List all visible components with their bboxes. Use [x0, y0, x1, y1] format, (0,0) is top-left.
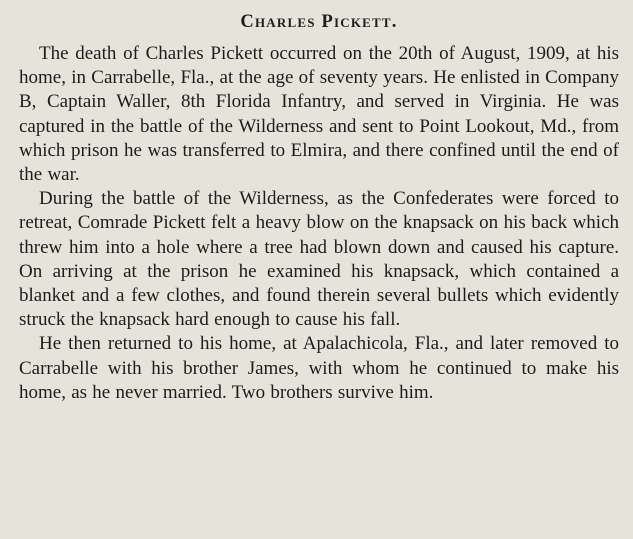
- paragraph-1: The death of Charles Pickett occurred on the 20th of August, 1909, at his home, in Carrabelle, Fla., at the age of seventy years. He enlisted in Company B, Captain Waller, 8th Florida Infantry, and served in Virginia. He was captured in the battle of the Wilderness and sent to Point Lookout, Md., from which prison he was transferred to Elmira, and there confined until the end of the war.: [19, 43, 619, 186]
- paragraph-3: He then returned to his home, at Apalachicola, Fla., and later removed to Carrabelle with his brother James, with whom he continued to make his home, as he never married. Two brothers survive him.: [19, 333, 619, 403]
- article-title: Charles Pickett.: [240, 12, 398, 32]
- paragraph-2: During the battle of the Wilderness, as the Confederates were forced to retreat, Comrade Pickett felt a heavy blow on the knapsack on his back which threw him into a hole where a tree had blown down and caused his capture. On arriving at the prison he examined his knapsack, which contained a blanket and a few clothes, and found therein several bullets which evidently struck the knapsack hard enough to cause his fall.: [19, 188, 619, 331]
